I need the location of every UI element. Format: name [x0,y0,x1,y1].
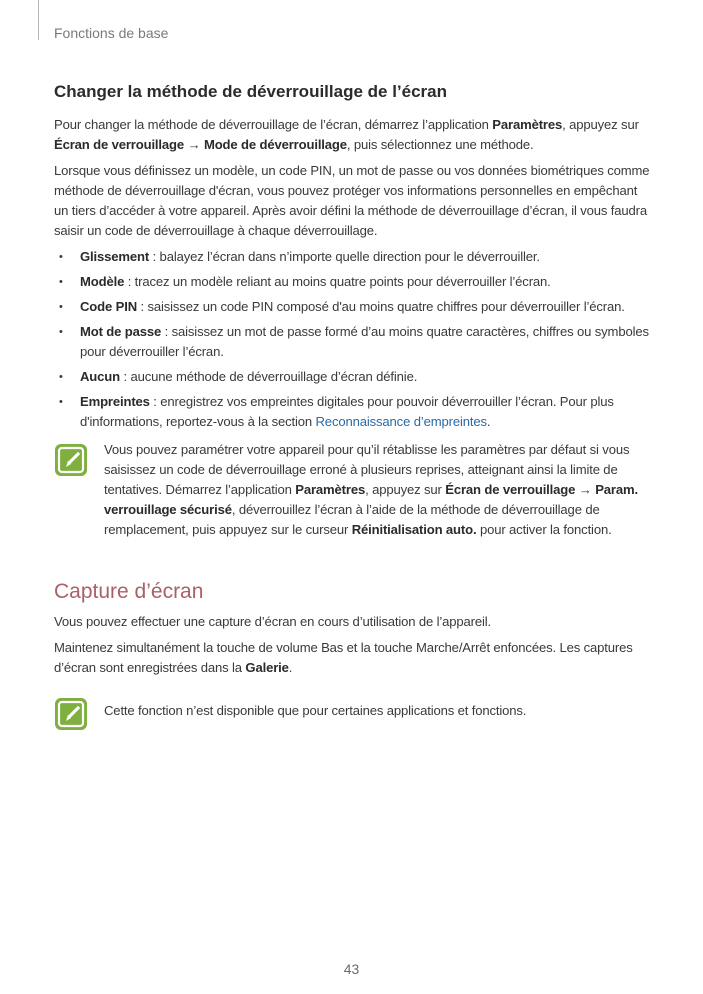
screenshot-instructions-paragraph: Maintenez simultanément la touche de volume Bas et la touche Marche/Arrêt enfoncées. Les captures d’écran sont enregistrées dans la Galerie. [54,640,633,675]
fingerprint-recognition-link[interactable]: Reconnaissance d’empreintes [315,414,487,429]
settings-app-name: Paramètres [492,117,563,132]
bullet-icon: • [59,326,63,338]
gallery-app-name: Galerie [245,660,289,675]
note-screenshot-availability [54,694,654,730]
bullet-icon: • [59,301,63,313]
list-item-pin: • Code PIN : saisissez un code PIN composé d'au moins quatre chiffres pour déverrouiller l’écran. [54,297,654,317]
section-heading-unlock-method: Changer la méthode de déverrouillage de l’écran [54,82,448,101]
note-screenshot-availability-text: Cette fonction n’est disponible que pour certaines applications et fonctions. [104,703,527,718]
screenshot-intro-paragraph: Vous pouvez effectuer une capture d’écran en cours d’utilisation de l’appareil. [54,614,492,629]
unlock-description-paragraph: Lorsque vous définissez un modèle, un code PIN, un mot de passe ou vos données biométriques comme méthode de déverrouillage d'écran, vous pouvez protéger vos informations personnelles en empêchant un tiers d’accéder à votre appareil. Après avoir défini la méthode de déverrouillage d’écran, il vous faudra saisir un code de déverrouillage à chaque déverrouillage. [54,163,650,238]
note-pencil-icon [54,443,88,477]
bullet-icon: • [59,276,63,288]
note-factory-reset [54,440,654,540]
header-divider [38,0,39,40]
bullet-icon: • [59,396,63,408]
note-pencil-icon [54,697,88,731]
section-heading-screenshot: Capture d’écran [54,580,204,603]
unlock-methods-list [54,247,654,432]
note-factory-reset-text: Vous pouvez paramétrer votre appareil pour qu’il rétablisse les paramètres par défaut si vous saisissez un code de déverrouillage erroné à plusieurs reprises, atteignant ainsi la limite de tentatives. Démarrez l’application Paramètres, appuyez sur Écran de verrouillage → Param. verrouillage sécurisé, déverrouillez l’écran à l’aide de la méthode de déverrouillage de remplacement, puis appuyez sur le curseur Réinitialisation auto. pour activer la fonction. [104,442,638,537]
list-item-fingerprints: • Empreintes : enregistrez vos empreintes digitales pour pouvoir déverrouiller l’écran. Pour plus d'informations, reportez-vous à la section Reconnaissance d’empreintes. [59,394,614,429]
page-number: 43 [343,961,360,977]
bullet-icon: • [59,251,63,263]
page-header-title: Fonctions de base [54,25,169,41]
bullet-icon: • [59,371,63,383]
unlock-mode-menu: Mode de déverrouillage [203,137,347,152]
unlock-intro-paragraph: Pour changer la méthode de déverrouillage de l’écran, démarrez l’application Paramètres, appuyez sur Écran de verrouillage → Mode de déverrouillage, puis sélectionnez une méthode. [54,117,639,152]
list-item-none: • Aucun : aucune méthode de déverrouillage d’écran définie. [54,367,654,387]
page-content [54,82,654,730]
list-item-password: • Mot de passe : saisissez un mot de passe formé d’au moins quatre caractères, chiffres ou symboles pour déverrouiller l’écran. [59,324,649,359]
lock-screen-menu: Écran de verrouillage [54,137,185,152]
list-item-pattern: • Modèle : tracez un modèle reliant au moins quatre points pour déverrouiller l’écran. [54,272,654,292]
list-item-swipe: • Glissement : balayez l’écran dans n’importe quelle direction pour le déverrouiller. [54,247,654,267]
